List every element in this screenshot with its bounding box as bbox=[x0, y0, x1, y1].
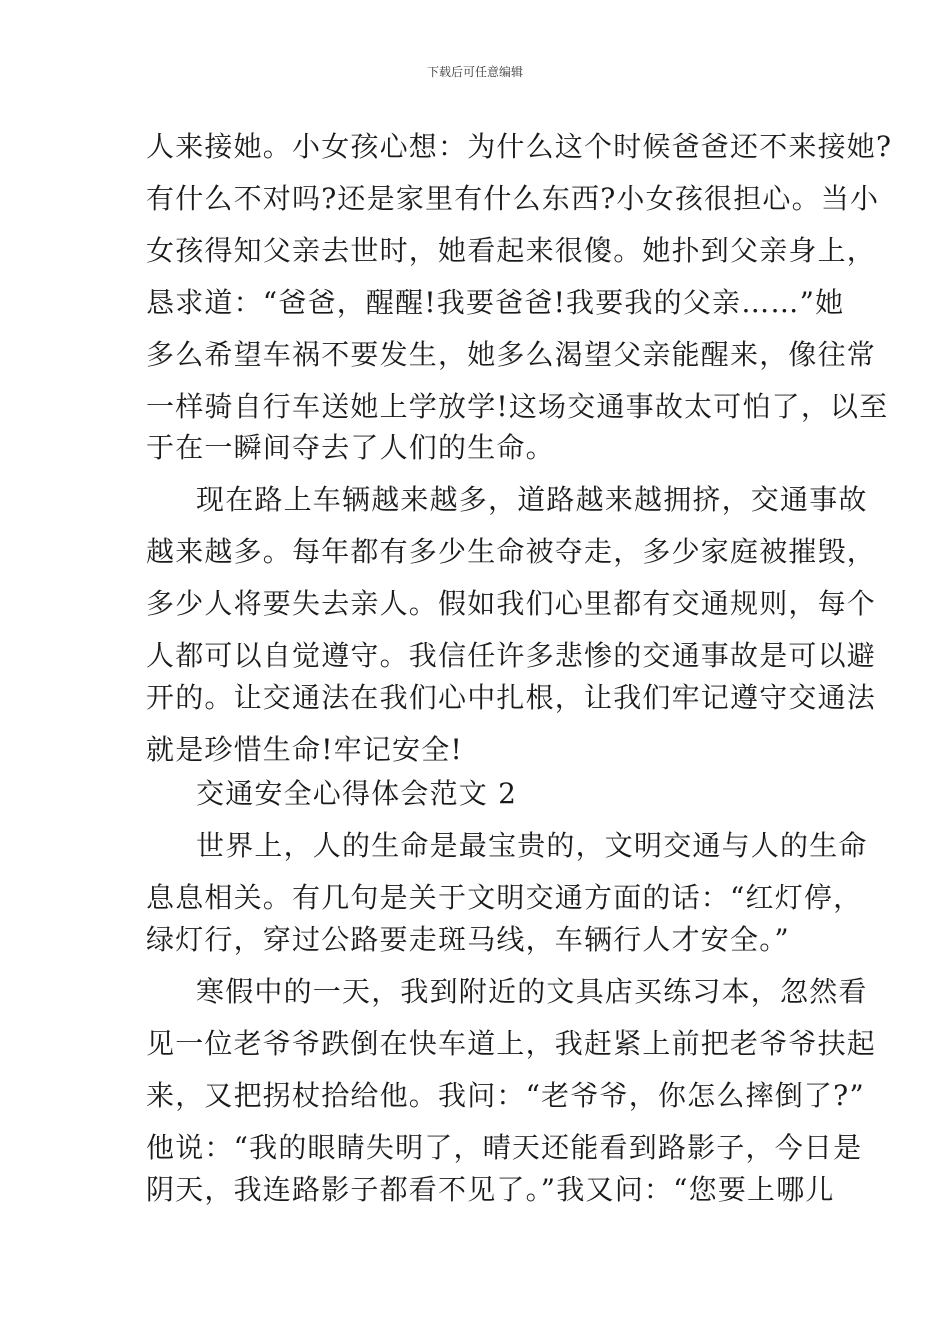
text-line: 就是珍惜生命!牢记安全! bbox=[146, 733, 463, 766]
text-line: 人都可以自觉遵守。我信任许多悲惨的交通事故是可以避 bbox=[146, 639, 877, 672]
paragraph-first-line: 现在路上车辆越来越多，道路越来越拥挤，交通事故 bbox=[196, 483, 868, 516]
page-header: 下载后可任意编辑 bbox=[426, 65, 523, 79]
text-line: 恳求道：“爸爸，醒醒!我要爸爸!我要我的父亲……”她 bbox=[146, 286, 845, 319]
text-line: 来，又把拐杖拾给他。我问：“老爷爷，你怎么摔倒了?” bbox=[146, 1079, 865, 1112]
text-line: 越来越多。每年都有多少生命被夺走，多少家庭被摧毁， bbox=[146, 535, 877, 568]
text-line: 有什么不对吗?还是家里有什么东西?小女孩很担心。当小 bbox=[146, 182, 880, 215]
paragraph-first-line: 世界上，人的生命是最宝贵的，文明交通与人的生命 bbox=[196, 829, 868, 862]
text-line: 于在一瞬间夺去了人们的生命。 bbox=[146, 431, 555, 464]
text-line: 多少人将要失去亲人。假如我们心里都有交通规则，每个 bbox=[146, 587, 877, 620]
paragraph-first-line: 寒假中的一天，我到附近的文具店买练习本，忽然看 bbox=[196, 975, 868, 1008]
text-line: 阴天，我连路影子都看不见了。”我又问：“您要上哪儿 bbox=[146, 1173, 835, 1206]
text-line: 一样骑自行车送她上学放学!这场交通事故太可怕了，以至 bbox=[146, 390, 889, 423]
text-line: 绿灯行，穿过公路要走斑马线，车辆行人才安全。” bbox=[146, 923, 790, 956]
text-line: 女孩得知父亲去世时，她看起来很傻。她扑到父亲身上， bbox=[146, 234, 877, 267]
section-heading: 交通安全心得体会范文 2 bbox=[196, 777, 518, 810]
text-line: 见一位老爷爷跌倒在快车道上，我赶紧上前把老爷爷扶起 bbox=[146, 1027, 877, 1060]
text-line: 人来接她。小女孩心想：为什么这个时候爸爸还不来接她? bbox=[146, 130, 893, 163]
text-line: 多么希望车祸不要发生，她多么渴望父亲能醒来，像往常 bbox=[146, 338, 877, 371]
text-line: 他说：“我的眼睛失明了，晴天还能看到路影子，今日是 bbox=[146, 1131, 863, 1164]
text-line: 息息相关。有几句是关于文明交通方面的话：“红灯停， bbox=[146, 881, 863, 914]
text-line: 开的。让交通法在我们心中扎根，让我们牢记遵守交通法 bbox=[146, 681, 877, 714]
